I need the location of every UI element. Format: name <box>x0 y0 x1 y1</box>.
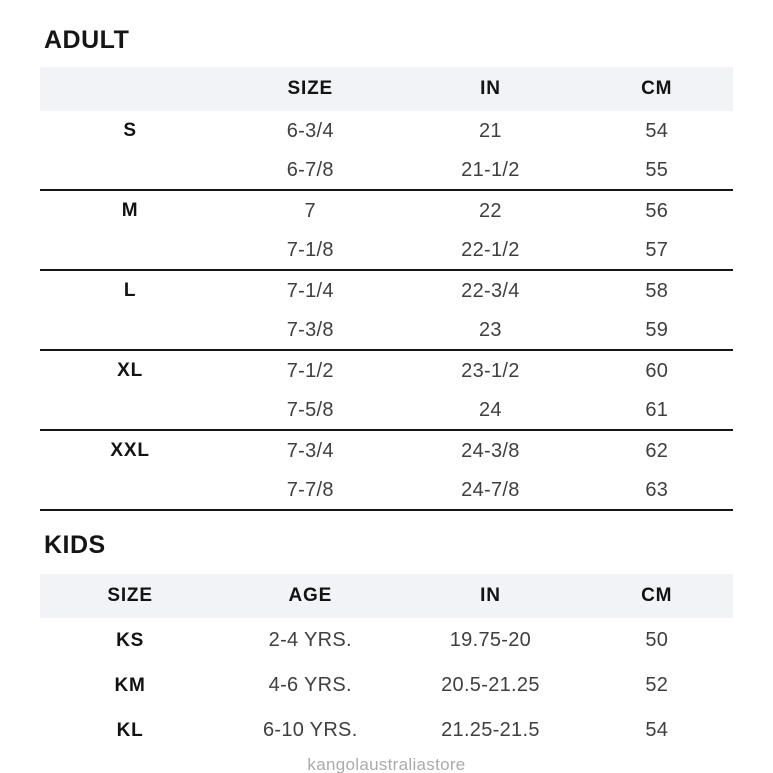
size-group-label: L <box>123 280 137 301</box>
table-cell: 20.5-21.25 <box>441 674 540 696</box>
table-cell: 60 <box>645 359 669 382</box>
table-cell: 6-3/4 <box>286 119 334 142</box>
table-cell: 50 <box>645 629 669 651</box>
table-cell: 23 <box>479 318 502 341</box>
size-group-label: KS <box>116 629 145 651</box>
table-row <box>40 471 733 511</box>
table-cell: 24-7/8 <box>461 478 520 501</box>
column-header: SIZE <box>107 585 153 606</box>
size-group-label: KM <box>114 674 146 696</box>
column-header: AGE <box>288 585 333 606</box>
table-cell: 7-5/8 <box>286 398 334 421</box>
table-cell: 23-1/2 <box>461 359 520 382</box>
table-cell: 19.75-20 <box>449 629 532 651</box>
table-row <box>40 351 733 391</box>
table-cell: 2-4 YRS. <box>268 629 352 651</box>
table-cell: 24-3/8 <box>461 439 520 462</box>
table-cell: 6-10 YRS. <box>262 719 358 741</box>
table-row <box>40 431 733 471</box>
table-cell: 7-1/4 <box>286 279 334 302</box>
table-cell: 24 <box>479 398 502 421</box>
table-row <box>40 111 733 151</box>
kids-table-header <box>40 574 733 618</box>
table-cell: 52 <box>645 674 669 696</box>
table-cell: 7-3/8 <box>286 318 334 341</box>
table-cell: 21 <box>479 119 502 142</box>
table-row <box>40 151 733 191</box>
table-cell: 58 <box>645 279 669 302</box>
table-cell: 56 <box>645 199 669 222</box>
table-cell: 57 <box>645 238 669 261</box>
column-header: CM <box>641 585 673 606</box>
table-row <box>40 663 733 708</box>
table-cell: 61 <box>645 398 669 421</box>
adult-size-table <box>40 67 733 511</box>
table-row <box>40 231 733 271</box>
kids-size-table <box>40 574 733 753</box>
table-cell: 54 <box>645 119 669 142</box>
size-group-label: M <box>121 200 139 221</box>
table-row <box>40 191 733 231</box>
table-cell: 21.25-21.5 <box>441 719 540 741</box>
table-cell: 62 <box>645 439 669 462</box>
column-header: IN <box>480 78 501 99</box>
size-group-label: S <box>123 120 137 141</box>
table-row <box>40 271 733 311</box>
size-group-label: KL <box>116 719 144 741</box>
table-cell: 7-1/8 <box>286 238 334 261</box>
table-cell: 59 <box>645 318 669 341</box>
table-cell: 7-1/2 <box>286 359 334 382</box>
table-cell: 22 <box>479 199 502 222</box>
table-cell: 7 <box>304 199 316 222</box>
store-watermark: kangolaustraliastore <box>307 755 466 773</box>
table-cell: 7-3/4 <box>286 439 334 462</box>
table-row <box>40 311 733 351</box>
table-cell: 54 <box>645 719 669 741</box>
table-cell: 22-1/2 <box>461 238 520 261</box>
column-header: SIZE <box>287 78 333 99</box>
table-row <box>40 708 733 753</box>
column-header: IN <box>480 585 501 606</box>
adult-table-header <box>40 67 733 111</box>
table-cell: 4-6 YRS. <box>268 674 352 696</box>
kids-table-body <box>40 618 733 753</box>
adult-section-title: ADULT <box>44 26 130 54</box>
adult-table-body <box>40 111 733 511</box>
size-group-label: XL <box>117 360 144 381</box>
kids-section-title: KIDS <box>44 531 106 559</box>
column-header: CM <box>641 78 673 99</box>
table-cell: 55 <box>645 158 669 181</box>
table-cell: 6-7/8 <box>286 158 334 181</box>
size-group-label: XXL <box>110 440 150 461</box>
table-row <box>40 618 733 663</box>
table-cell: 21-1/2 <box>461 158 520 181</box>
table-cell: 7-7/8 <box>286 478 334 501</box>
table-cell: 63 <box>645 478 669 501</box>
table-row <box>40 391 733 431</box>
table-cell: 22-3/4 <box>461 279 520 302</box>
